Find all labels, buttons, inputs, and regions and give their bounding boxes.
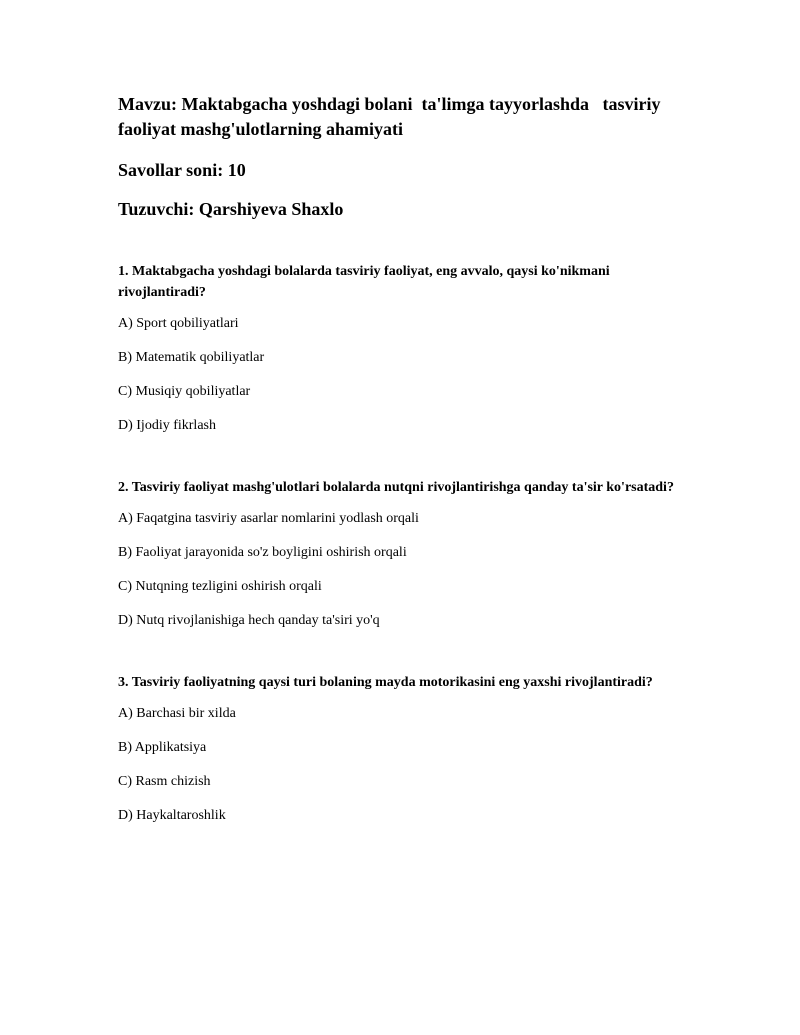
- question-text: 3. Tasviriy faoliyatning qaysi turi bolaning mayda motorikasini eng yaxshi rivojlantiradi?: [118, 675, 653, 690]
- option-c: C) Rasm chizish: [118, 774, 211, 789]
- option-a: A) Barchasi bir xilda: [118, 706, 236, 721]
- question-2: [118, 477, 700, 630]
- question-list: [118, 261, 700, 825]
- author-line: Tuzuvchi: Qarshiyeva Shaxlo: [118, 199, 344, 219]
- answer-options: [118, 509, 700, 630]
- option-b: B) Matematik qobiliyatlar: [118, 350, 265, 365]
- question-text: 2. Tasviriy faoliyat mashg'ulotlari bolalarda nutqni rivojlantirishga qanday ta'sir ko'rsatadi?: [118, 480, 674, 495]
- option-a: A) Sport qobiliyatlari: [118, 316, 239, 331]
- option-d: D) Haykaltaroshlik: [118, 808, 226, 823]
- option-d: D) Ijodiy fikrlash: [118, 418, 216, 433]
- answer-options: [118, 704, 700, 825]
- option-b: B) Applikatsiya: [118, 740, 207, 755]
- option-a: A) Faqatgina tasviriy asarlar nomlarini yodlash orqali: [118, 511, 419, 526]
- question-3: [118, 672, 700, 825]
- answer-options: [118, 314, 700, 435]
- option-d: D) Nutq rivojlanishiga hech qanday ta'siri yo'q: [118, 613, 380, 628]
- option-c: C) Nutqning tezligini oshirish orqali: [118, 579, 322, 594]
- question-text: 1. Maktabgacha yoshdagi bolalarda tasviriy faoliyat, eng avvalo, qaysi ko'nikmani rivojlantiradi?: [118, 264, 610, 300]
- question-1: [118, 261, 700, 435]
- question-count: Savollar soni: 10: [118, 160, 246, 180]
- document-title: Mavzu: Maktabgacha yoshdagi bolani ta'limga tayyorlashda tasviriy faoliyat mashg'ulotlarning ahamiyati: [118, 94, 666, 139]
- option-b: B) Faoliyat jarayonida so'z boyligini oshirish orqali: [118, 545, 407, 560]
- option-c: C) Musiqiy qobiliyatlar: [118, 384, 251, 399]
